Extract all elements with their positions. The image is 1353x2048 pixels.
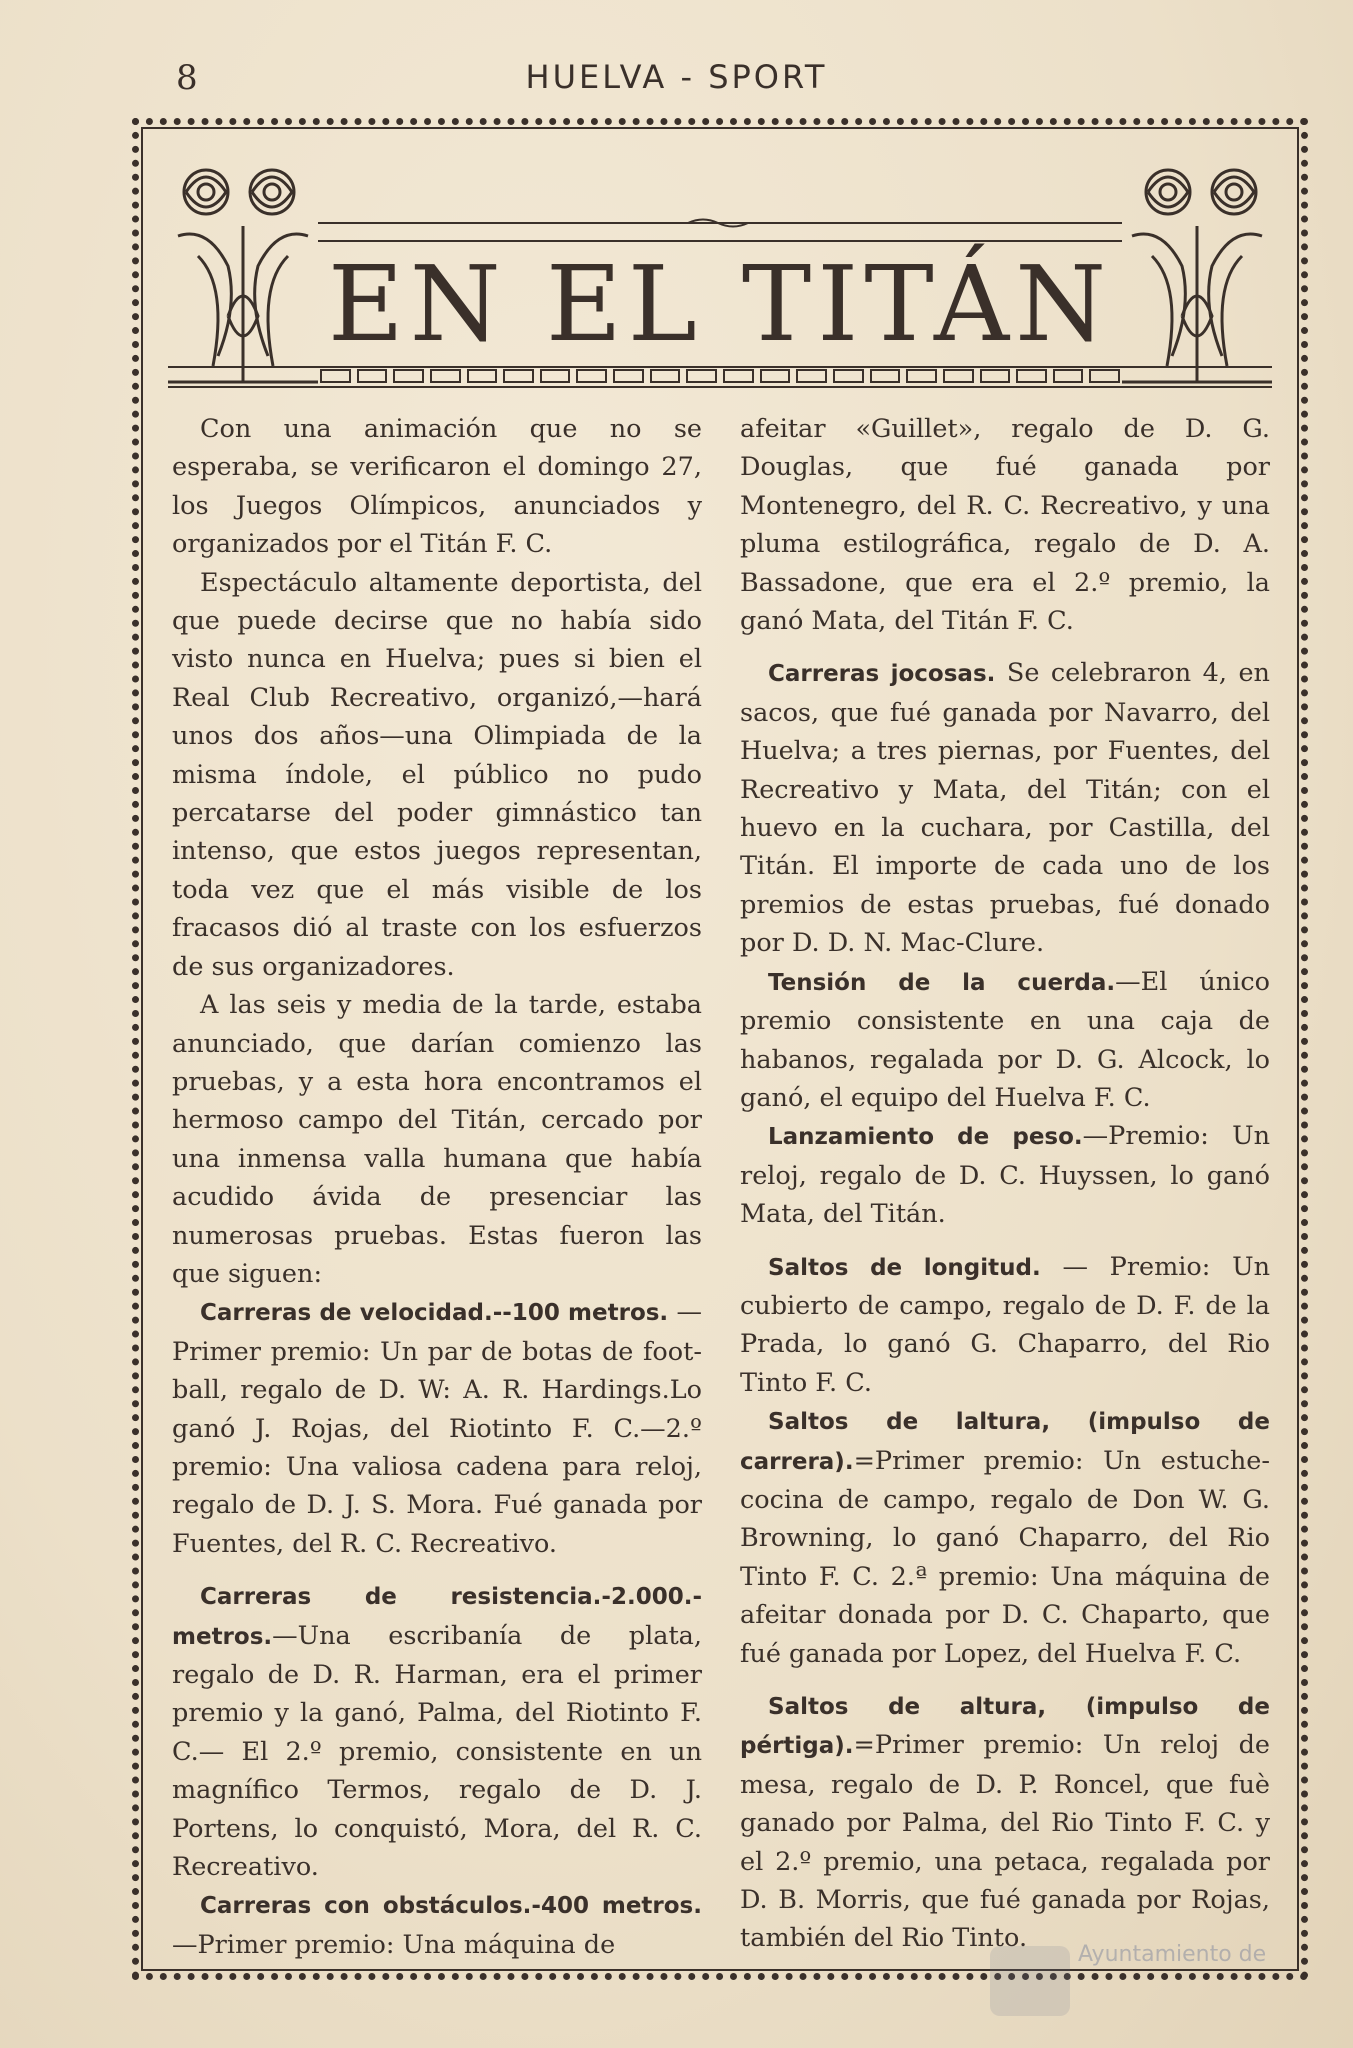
event-heading: Carreras con obstáculos.-400 metros. <box>200 1893 702 1920</box>
paragraph: afeitar «Guillet», regalo de D. G. Douglas, que fué ganada por Montenegro, del R. C. Recreativo, y una pluma estilográfica, regalo de D. A. Bassadone, que era el 2.º premio, la ganó Mata, del Titán F. C. <box>740 414 1270 637</box>
right-column <box>740 410 1270 1958</box>
title-flourish-icon <box>648 216 798 230</box>
event-heading: Saltos de altura, (impulso de pértiga). <box>740 1694 1270 1760</box>
event-heading: Tensión de la cuerda. <box>768 969 1116 996</box>
art-nouveau-ornament-icon <box>1122 156 1272 388</box>
event-heading: Carreras de velocidad.--100 metros. <box>200 1300 669 1327</box>
paragraph: Carreras de resistencia.-2.000.-metros.—Una escribanía de plata, regalo de D. R. Harman, era el primer premio y la ganó, Palma, del Riotinto F. C.— El 2.º premio, consistente en un magnífico Termos, regalo de D. J. Portens, lo conquistó, Mora, del R. C. Recreativo. <box>172 1584 702 1883</box>
paragraph: Con una animación que no se esperaba, se verificaron el domingo 27, los Juegos Olímpicos, anunciados y organizados por el Titán F. C. <box>172 414 702 560</box>
paragraph: Carreras jocosas. Se celebraron 4, en sacos, que fué ganada por Navarro, del Huelva; a tres piernas, por Fuentes, del Recreativo y Mata, del Titán; con el huevo en la cuchara, por Castilla, del Titán. El importe de cada uno de los premios de estas pruebas, fué donado por D. D. N. Mac-Clure. <box>740 658 1270 959</box>
paragraph: Saltos de longitud. — Premio: Un cubierto de campo, regalo de D. F. de la Prada, lo ganó G. Chaparro, del Rio Tinto F. C. <box>740 1251 1271 1398</box>
paragraph: Carreras de velocidad.--100 metros. —Primer premio: Un par de botas de foot-ball, regalo de D. W: A. R. Hardings.Lo ganó J. Rojas, del Riotinto F. C.—2.º premio: Una valiosa cadena para reloj, regalo de D. J. S. Mora. Fué ganada por Fuentes, del R. C. Recreativo. <box>172 1297 702 1559</box>
paragraph: Tensión de la cuerda.—El único premio consistente en una caja de habanos, regalada por D. G. Alcock, lo ganó, el equipo del Huelva F. C. <box>740 966 1270 1113</box>
event-heading: Saltos de laltura, (impulso de carrera). <box>740 1409 1270 1475</box>
chain-border <box>320 369 1120 383</box>
running-title: HUELVA - SPORT <box>525 58 828 96</box>
event-heading: Saltos de longitud. <box>768 1254 1041 1281</box>
event-heading: Carreras de resistencia.-2.000.-metros. <box>172 1584 702 1650</box>
page-header <box>0 58 1353 108</box>
art-nouveau-ornament-icon <box>168 156 318 388</box>
paragraph: Saltos de altura, (impulso de pértiga).=Primer premio: Un reloj de mesa, regalo de D. P. Roncel, que fuè ganado por Palma, del Rio Tinto F. C. y el 2.º premio, una petaca, regalada por D. B. Morris, que fué ganada por Rojas, también del Rio Tinto. <box>740 1694 1270 1954</box>
watermark-text: Ayuntamiento de <box>1078 1942 1267 1967</box>
event-heading: Carreras jocosas. <box>768 661 996 688</box>
paragraph: Carreras con obstáculos.-400 metros.—Primer premio: Una máquina de <box>172 1893 702 1960</box>
event-heading: Lanzamiento de peso. <box>768 1124 1083 1151</box>
paragraph: Espectáculo altamente deportista, del que puede decirse que no había sido visto nunca en Huelva; pues si bien el Real Club Recreativo, organizó,—hará unos dos años—una Olimpiada de la misma índole, el público no pudo percatarse del poder gimnástico tan intenso, que estos juegos representan, toda vez que el más visible de los fracasos dió al traste con los esfuerzos de sus organizadores. <box>172 567 702 982</box>
page-number: 8 <box>176 58 198 98</box>
paragraph: Lanzamiento de peso.—Premio: Un reloj, regalo de D. C. Huyssen, lo ganó Mata, del Titán. <box>740 1121 1270 1230</box>
article-title: EN EL TITÁN <box>327 243 1113 365</box>
left-column <box>172 410 702 1964</box>
paragraph: A las seis y media de la tarde, estaba anunciado, que darían comienzo las pruebas, y a esta hora encontramos el hermoso campo del Titán, cercado por una inmensa valla humana que había acudido ávida de presenciar las numerosas pruebas. Estas fueron las que siguen: <box>172 990 702 1289</box>
paragraph: Saltos de laltura, (impulso de carrera).=Primer premio: Un estuche-cocina de campo, regalo de Don W. G. Browning, lo ganó Chaparro, del Rio Tinto F. C. 2.ª premio: Una máquina de afeitar donada por D. C. Chaparto, que fué ganada por Lopez, del Huelva F. C. <box>740 1409 1270 1669</box>
title-banner <box>168 156 1272 388</box>
